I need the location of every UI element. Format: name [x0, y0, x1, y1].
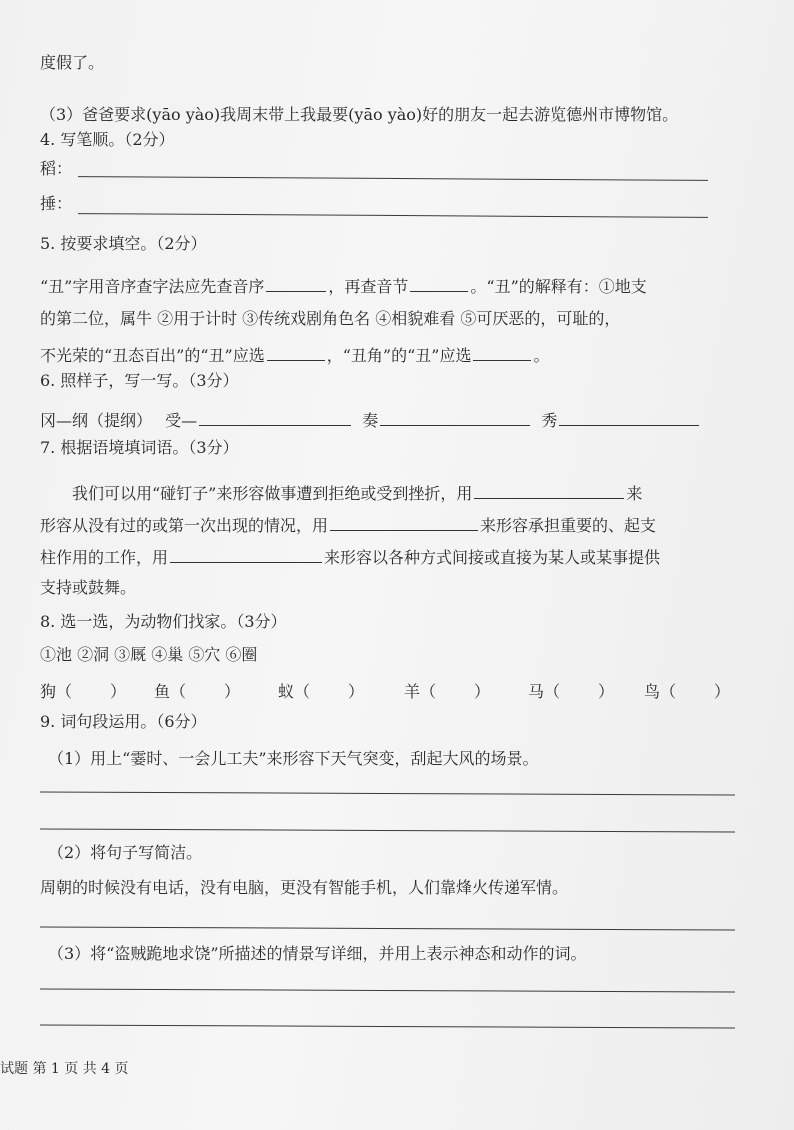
answer-blank[interactable]	[330, 513, 478, 531]
paren-open: （	[544, 682, 561, 701]
paren-open: （	[294, 682, 311, 701]
animal-label: 蚁	[278, 682, 295, 701]
answer-line[interactable]	[40, 791, 735, 795]
item-a: 受—	[165, 411, 198, 430]
animal-label: 羊	[404, 682, 421, 701]
text: “丑”字用音序查字法应先查音序	[40, 277, 265, 296]
question-7-line-3	[40, 545, 660, 569]
animal-label: 狗	[40, 682, 57, 701]
answer-blank[interactable]	[559, 408, 699, 426]
text: 不光荣的“丑态百出”的“丑”应选	[40, 346, 265, 365]
question-5-line-1	[40, 274, 647, 298]
answer-line[interactable]	[40, 988, 735, 992]
text: 来	[626, 484, 643, 503]
example: 冈—纲（提纲）	[40, 411, 153, 430]
paren-close: ）	[348, 682, 365, 701]
paren-close: ）	[474, 682, 491, 701]
animal-label: 鸟	[644, 682, 661, 701]
text: 我们可以用“碰钉子”来形容做事遭到拒绝或受到挫折，用	[72, 484, 473, 503]
text: 。	[533, 346, 550, 365]
page-footer: 试题 第 1 页 共 4 页	[0, 1061, 129, 1077]
paren-close: ）	[598, 682, 615, 701]
paren-open: （	[56, 682, 73, 701]
question-4-title: 4. 写笔顺。（2分）	[40, 130, 175, 149]
question-9-part-3: （3）将“盗贼跪地求饶”所描述的情景写详细，并用上表示神态和动作的词。	[48, 944, 587, 963]
paren-close: ）	[110, 682, 127, 701]
text: 。“丑”的解释有：①地支	[470, 277, 647, 296]
question-9-title: 9. 词句段运用。（6分）	[40, 712, 207, 731]
question-5-line-2: 的第二位，属牛 ②用于计时 ③传统戏剧角色名 ④相貌难看 ⑤可厌恶的，可耻的，	[40, 309, 621, 328]
question-7-title: 7. 根据语境填词语。（3分）	[40, 438, 239, 457]
question-4-item-b: 捶：	[40, 194, 73, 213]
question-7-line-2	[40, 513, 656, 537]
text: 柱作用的工作，用	[40, 548, 169, 567]
question-9-part-2-sentence: 周朝的时候没有电话，没有电脑，更没有智能手机，人们靠烽火传递军情。	[40, 878, 569, 897]
answer-line[interactable]	[40, 828, 735, 832]
question-7-line-4: 支持或鼓舞。	[40, 578, 137, 597]
question-9-part-1: （1）用上“霎时、一会儿工夫”来形容下天气突变，刮起大风的场景。	[48, 749, 539, 768]
answer-blank[interactable]	[410, 274, 468, 292]
answer-line[interactable]	[78, 213, 708, 218]
text: 来形容以各种方式间接或直接为某人或某事提供	[324, 548, 661, 567]
item-b: 奏	[362, 411, 379, 430]
answer-blank[interactable]	[380, 408, 530, 426]
paren-close: ）	[224, 682, 241, 701]
answer-blank[interactable]	[266, 274, 326, 292]
text: ，再查音节	[328, 277, 409, 296]
answer-line[interactable]	[78, 176, 708, 181]
question-4-item-a: 稻：	[40, 159, 73, 178]
paren-open: （	[170, 682, 187, 701]
text: ，“丑角”的“丑”应选	[326, 346, 472, 365]
answer-line[interactable]	[40, 1024, 735, 1028]
answer-blank[interactable]	[474, 481, 624, 499]
question-5-title: 5. 按要求填空。（2分）	[40, 234, 207, 253]
question-6-title: 6. 照样子，写一写。（3分）	[40, 371, 239, 390]
text: 形容从没有过的或第一次出现的情况，用	[40, 516, 329, 535]
answer-blank[interactable]	[199, 408, 351, 426]
question-5-line-3	[40, 343, 549, 367]
answer-blank[interactable]	[170, 545, 322, 563]
animal-label: 鱼	[154, 682, 171, 701]
text: 来形容承担重要的、起支	[480, 516, 657, 535]
question-6-line	[40, 408, 701, 432]
text-line: 度假了。	[40, 53, 105, 72]
question-7-line-1	[72, 481, 642, 505]
question-8-title: 8. 选一选，为动物们找家。（3分）	[40, 612, 287, 631]
paren-open: （	[660, 682, 677, 701]
answer-blank[interactable]	[267, 343, 325, 361]
item-c: 秀	[541, 411, 558, 430]
animal-label: 马	[528, 682, 545, 701]
paren-open: （	[420, 682, 437, 701]
paren-close: ）	[714, 682, 731, 701]
answer-line[interactable]	[40, 926, 735, 930]
question-3-sentence: （3）爸爸要求(yāo yào)我周末带上我最要(yāo yào)好的朋友一起去游览德州市博物馆。	[40, 105, 679, 124]
question-8-options: ①池 ②洞 ③厩 ④巢 ⑤穴 ⑥圈	[40, 645, 258, 664]
answer-blank[interactable]	[473, 343, 531, 361]
question-9-part-2: （2）将句子写简洁。	[48, 843, 203, 862]
